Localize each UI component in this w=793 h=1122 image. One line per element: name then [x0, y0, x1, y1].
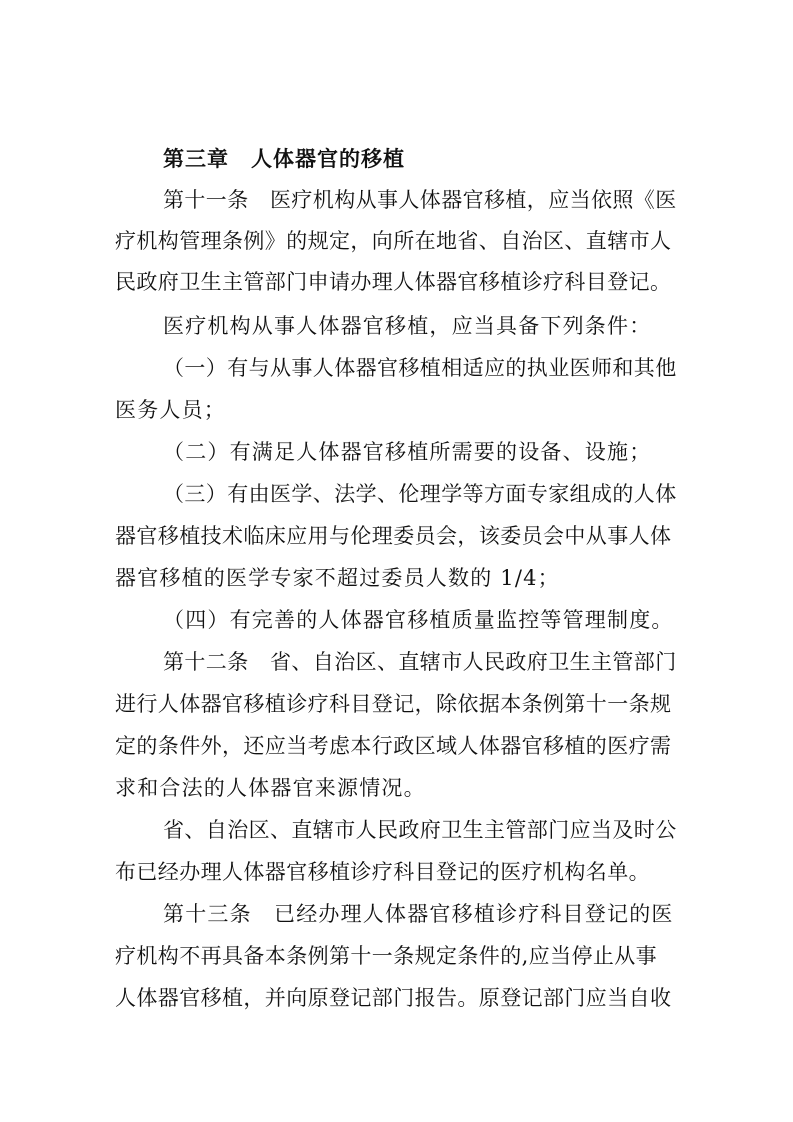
text-line-article-13-start: 第十三条 已经办理人体器官移植诊疗科目登记的医	[163, 902, 674, 926]
text-line-conditions-intro: 医疗机构从事人体器官移植，应当具备下列条件：	[163, 314, 652, 338]
text-line-condition-2: （二）有满足人体器官移植所需要的设备、设施；	[163, 440, 652, 464]
text-line: 进行人体器官移植诊疗科目登记，除依据本条例第十一条规	[115, 692, 672, 716]
text-line: 布已经办理人体器官移植诊疗科目登记的医疗机构名单。	[115, 860, 650, 884]
text-line-article-12-start: 第十二条 省、自治区、直辖市人民政府卫生主管部门	[163, 650, 677, 674]
text-line: 医务人员；	[115, 398, 226, 422]
text-line: 省、自治区、直辖市人民政府卫生主管部门应当及时公	[163, 818, 677, 842]
chapter-heading: 第三章 人体器官的移植	[163, 147, 405, 171]
text-line: 疗机构不再具备本条例第十一条规定条件的,应当停止从事	[115, 944, 658, 968]
text-line: 疗机构管理条例》的规定，向所在地省、自治区、直辖市人	[115, 229, 672, 253]
text-line: 器官移植技术临床应用与伦理委员会，该委员会中从事人体	[115, 524, 672, 548]
text-line: 定的条件外，还应当考虑本行政区域人体器官移植的医疗需	[115, 734, 672, 758]
text-line: 求和合法的人体器官来源情况。	[115, 776, 426, 800]
text-line: 民政府卫生主管部门申请办理人体器官移植诊疗科目登记。	[115, 270, 672, 294]
text-line-condition-3: （三）有由医学、法学、伦理学等方面专家组成的人体	[163, 482, 677, 506]
text-line-condition-4: （四）有完善的人体器官移植质量监控等管理制度。	[163, 608, 674, 632]
text-line-condition-1: （一）有与从事人体器官移植相适应的执业医师和其他	[163, 356, 677, 380]
text-line: 器官移植的医学专家不超过委员人数的 1/4；	[115, 566, 560, 590]
text-line-article-11-start: 第十一条 医疗机构从事人体器官移植，应当依照《医	[163, 188, 677, 212]
text-line: 人体器官移植，并向原登记部门报告。原登记部门应当自收	[115, 986, 672, 1010]
